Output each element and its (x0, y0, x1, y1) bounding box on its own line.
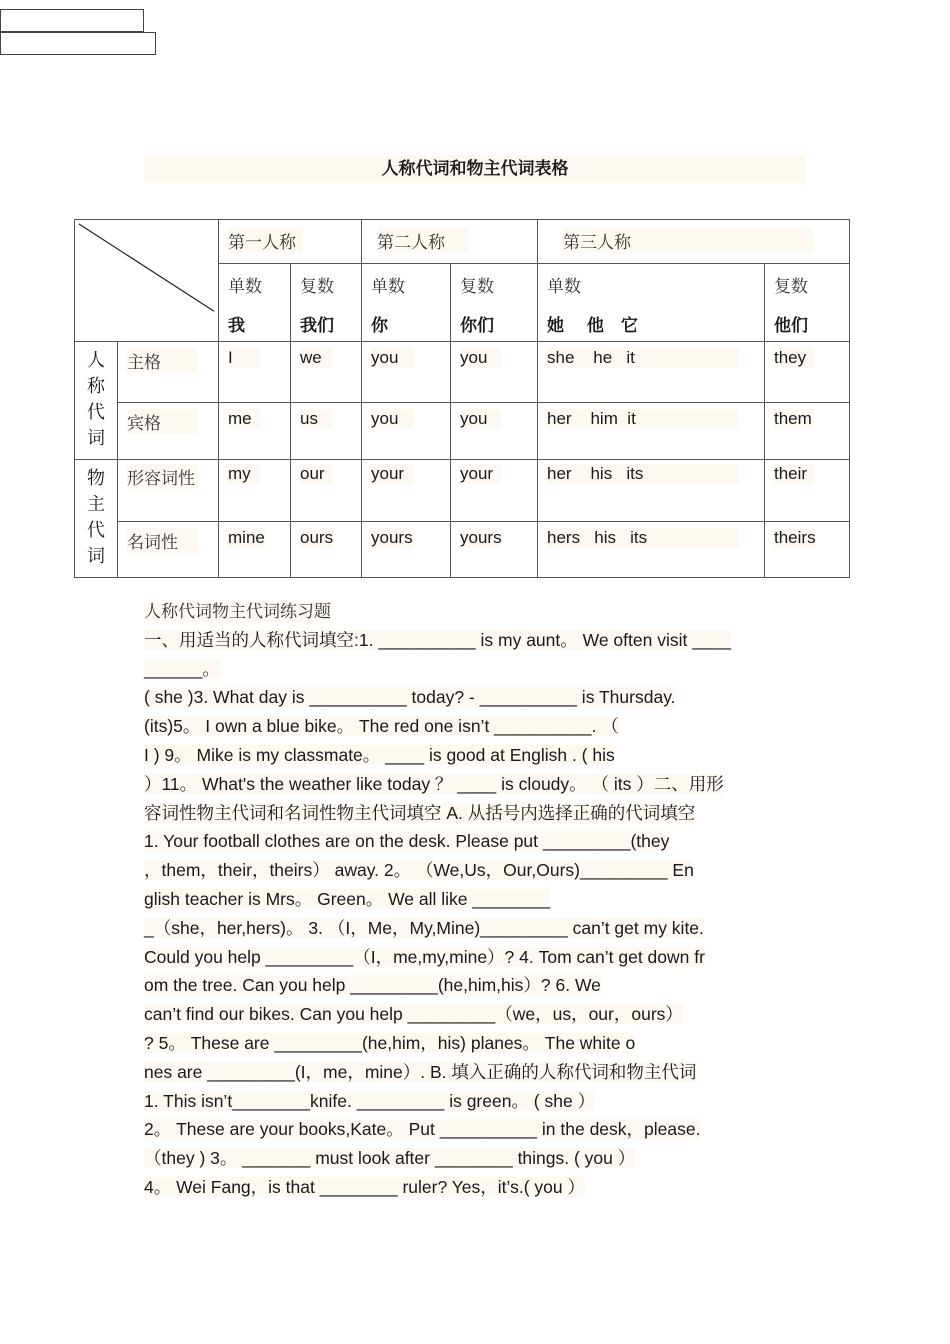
table-cell: our (291, 460, 362, 522)
table-cell: my (219, 460, 291, 522)
table-cell: you (362, 403, 451, 460)
exercise-line: 1. Your football clothes are on the desk. Please put _________(they (144, 831, 670, 852)
exercise-line: can’t find our bikes. Can you help _________（we，us，our，ours） (144, 1004, 683, 1025)
group-possessive-pronoun: 物 主 代 词 (75, 460, 118, 578)
exercise-section (144, 597, 806, 1202)
row-label: 主格 (118, 342, 219, 403)
exercise-line: _（she，her,hers)。 3. （I，Me，My,Mine)_________ can’t get my kite. (144, 917, 704, 938)
sub-header-first-plural: 复数 我们 (291, 264, 362, 342)
exercise-line: ）11。 What's the weather like today ？ ____ is cloudy。 （ its ）二、用形 (144, 773, 724, 794)
row-label: 形容词性 (118, 460, 219, 522)
table-cell: hers his its (538, 522, 765, 578)
exercise-line: ，them，their，theirs） away. 2。 （We,Us，Our,Ours)_________ En (144, 860, 694, 881)
header-box-top (0, 9, 144, 32)
exercise-line: I ) 9。 Mike is my classmate。 ____ is good at English . ( his (144, 744, 615, 765)
exercise-line: ______。 (144, 658, 220, 679)
diagonal-header-cell (75, 220, 219, 342)
page-title: 人称代词和物主代词表格 (144, 155, 806, 183)
exercise-line: 一、用适当的人称代词填空:1. __________ is my aunt。 We often visit ____ (144, 629, 732, 650)
exercise-line: glish teacher is Mrs。 Green。 We all like ________ (144, 888, 551, 909)
table-cell: yours (362, 522, 451, 578)
exercise-line: om the tree. Can you help _________(he,him,his）? 6. We (144, 975, 601, 996)
table-cell: ours (291, 522, 362, 578)
exercise-line: 2。 These are your books,Kate。 Put __________ in the desk，please. (144, 1119, 701, 1140)
table-cell: you (451, 342, 538, 403)
row-label: 宾格 (118, 403, 219, 460)
exercise-line: nes are _________(I，me，mine）. B. 填入正确的人称代词和物主代词 (144, 1061, 697, 1082)
exercise-line: 人称代词物主代词练习题 (144, 602, 331, 622)
exercise-line: 4。 Wei Fang，is that ________ ruler? Yes，it’s.( you ） (144, 1176, 585, 1197)
exercise-line: Could you help _________（I，me,my,mine）? 4. Tom can’t get down fr (144, 946, 705, 967)
table-cell: her him it (538, 403, 765, 460)
table-cell: them (765, 403, 850, 460)
header-first-person: 第一人称 (219, 220, 362, 264)
exercise-line: 1. This isn’t________knife. _________ is green。 ( she ） (144, 1090, 596, 1111)
sub-header-third-singular: 单数 她 他 它 (538, 264, 765, 342)
table-cell: theirs (765, 522, 850, 578)
group-personal-pronoun: 人 称 代 词 (75, 342, 118, 460)
sub-header-second-singular: 单数 你 (362, 264, 451, 342)
row-label: 名词性 (118, 522, 219, 578)
sub-header-first-singular: 单数 我 (219, 264, 291, 342)
table-cell: your (451, 460, 538, 522)
table-cell: you (362, 342, 451, 403)
exercise-line: ( she )3. What day is __________ today? - __________ is Thursday. (144, 687, 676, 708)
table-cell: I (219, 342, 291, 403)
table-cell: me (219, 403, 291, 460)
exercise-line: ? 5。 These are _________(he,him，his) planes。 The white o (144, 1032, 636, 1053)
table-cell: she he it (538, 342, 765, 403)
sub-header-third-plural: 复数 他们 (765, 264, 850, 342)
table-cell: your (362, 460, 451, 522)
table-cell: mine (219, 522, 291, 578)
header-second-person: 第二人称 (362, 220, 538, 264)
table-cell: you (451, 403, 538, 460)
table-cell: yours (451, 522, 538, 578)
table-cell: their (765, 460, 850, 522)
table-cell: they (765, 342, 850, 403)
diagonal-line (75, 220, 218, 341)
table-cell: us (291, 403, 362, 460)
pronoun-table (74, 219, 850, 578)
table-cell: we (291, 342, 362, 403)
exercise-line: (its)5。 I own a blue bike。 The red one isn’t __________. （ (144, 716, 619, 737)
header-third-person: 第三人称 (538, 220, 850, 264)
exercise-line: （they ) 3。 _______ must look after ________ things. ( you ） (144, 1148, 636, 1169)
table-cell: her his its (538, 460, 765, 522)
header-box-bottom (0, 32, 156, 55)
exercise-line: 容词性物主代词和名词性物主代词填空 A. 从括号内选择正确的代词填空 (144, 802, 696, 823)
sub-header-second-plural: 复数 你们 (451, 264, 538, 342)
